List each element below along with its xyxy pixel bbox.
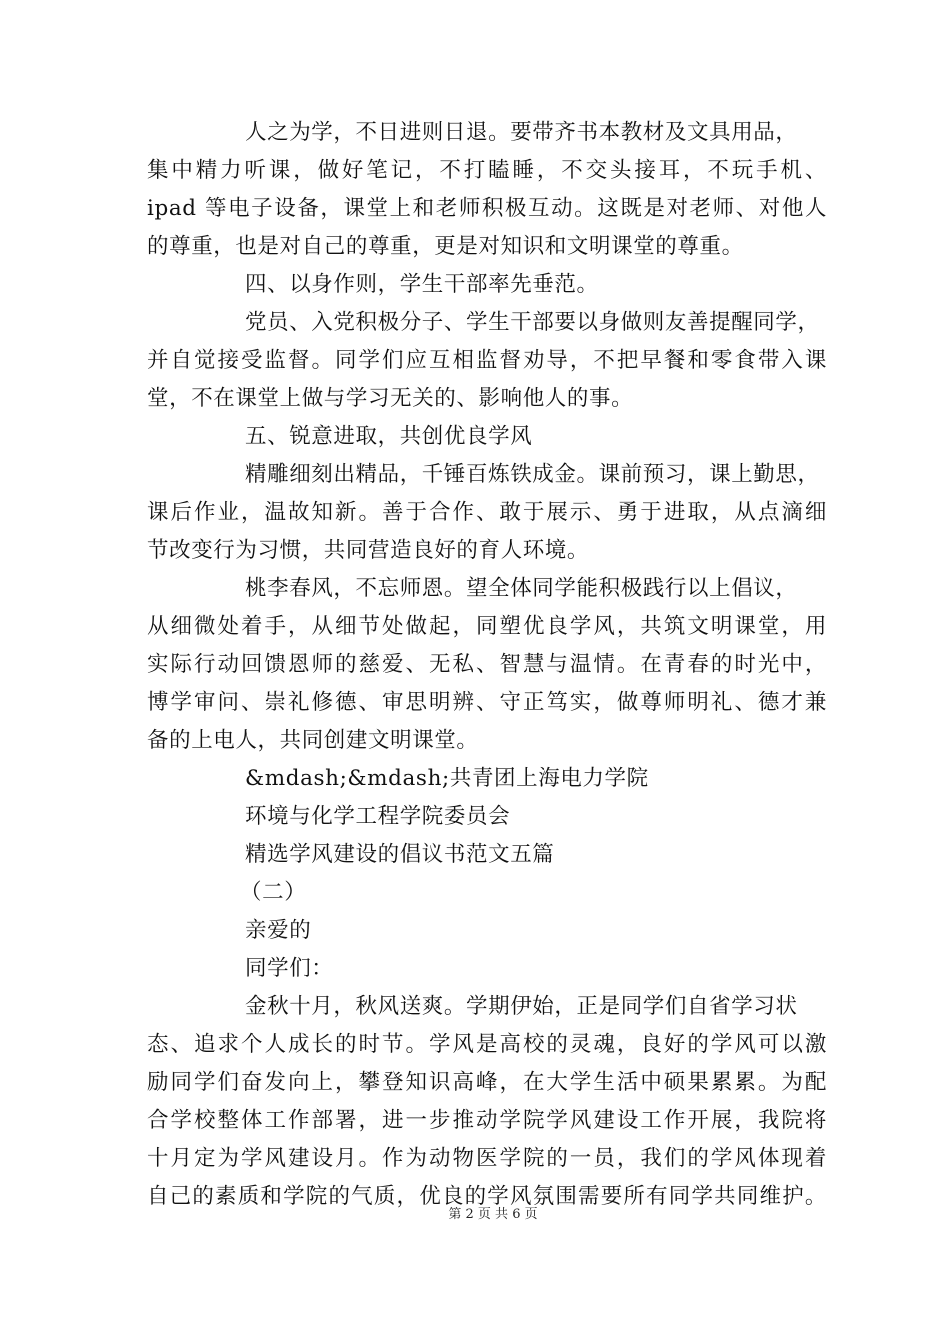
paragraph-line: 课后作业，温故知新。善于合作、敢于展示、勇于进取，从点滴细: [147, 500, 827, 525]
article-title: 精选学风建设的倡议书范文五篇: [245, 842, 555, 867]
paragraph-line: 实际行动回馈恩师的慈爱、无私、智慧与温情。在青春的时光中，: [147, 652, 827, 677]
signature-line: &mdash;&mdash;共青团上海电力学院: [245, 766, 649, 791]
paragraph-line: ipad 等电子设备，课堂上和老师积极互动。这既是对老师、对他人: [147, 196, 827, 221]
salutation-line: 同学们：: [245, 956, 334, 981]
paragraph-line: 的尊重，也是对自己的尊重，更是对知识和文明课堂的尊重。: [147, 234, 744, 259]
paragraph-line: 博学审问、崇礼修德、审思明辨、守正笃实，做尊师明礼、德才兼: [147, 690, 827, 715]
paragraph-line: 集中精力听课，做好笔记，不打瞌睡，不交头接耳，不玩手机、: [147, 158, 827, 183]
section-heading: 五、锐意进取，共创优良学风: [245, 424, 533, 449]
paragraph-line: 金秋十月，秋风送爽。学期伊始，正是同学们自省学习状: [245, 994, 798, 1019]
salutation-line: 亲爱的: [245, 918, 312, 943]
paragraph-line: 自己的素质和学院的气质，优良的学风氛围需要所有同学共同维护。: [147, 1184, 827, 1209]
page-number: 第 2 页 共 6 页: [448, 1207, 538, 1222]
document-body: [147, 114, 827, 1216]
paragraph-line: 人之为学，不日进则日退。要带齐书本教材及文具用品，: [245, 120, 798, 145]
paragraph-line: 励同学们奋发向上，攀登知识高峰，在大学生活中硕果累累。为配: [147, 1070, 827, 1095]
paragraph-line: 备的上电人，共同创建文明课堂。: [147, 728, 479, 753]
paragraph-line: 堂，不在课堂上做与学习无关的、影响他人的事。: [147, 386, 634, 411]
article-number: （二）: [240, 880, 307, 905]
paragraph-line: 态、追求个人成长的时节。学风是高校的灵魂，良好的学风可以激: [147, 1032, 827, 1057]
paragraph-line: 桃李春风，不忘师恩。望全体同学能积极践行以上倡议，: [245, 576, 798, 601]
paragraph-line: 十月定为学风建设月。作为动物医学院的一员，我们的学风体现着: [147, 1146, 827, 1171]
paragraph-line: 党员、入党积极分子、学生干部要以身做则友善提醒同学，: [245, 310, 820, 335]
paragraph-line: 精雕细刻出精品，千锤百炼铁成金。课前预习，课上勤思，: [245, 462, 820, 487]
paragraph-line: 合学校整体工作部署，进一步推动学院学风建设工作开展，我院将: [147, 1108, 827, 1133]
paragraph-line: 并自觉接受监督。同学们应互相监督劝导，不把早餐和零食带入课: [147, 348, 827, 373]
paragraph-line: 从细微处着手，从细节处做起，同塑优良学风，共筑文明课堂，用: [147, 614, 827, 639]
paragraph-line: 节改变行为习惯，共同营造良好的育人环境。: [147, 538, 590, 563]
signature-line: 环境与化学工程学院委员会: [245, 804, 511, 829]
section-heading: 四、以身作则，学生干部率先垂范。: [245, 272, 599, 297]
